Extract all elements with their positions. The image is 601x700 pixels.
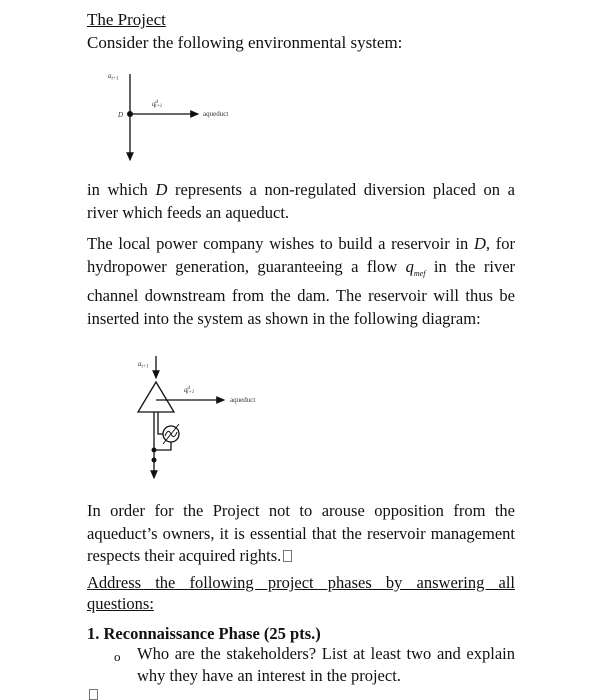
inflow-label: $a_{t+1}$ bbox=[108, 72, 119, 82]
inflow-label: $a_{t+1}$ bbox=[138, 360, 149, 370]
address-phases-instruction: Address the following project phases by answering all questions: bbox=[87, 573, 515, 613]
bullet-marker: o bbox=[114, 649, 121, 664]
var-q-mef: $q_{mef}$ bbox=[405, 256, 426, 278]
aqueduct-label: aqueduct bbox=[203, 110, 229, 118]
paragraph-reservoir: The local power company wishes to build a reservoir in D, for hydropower generation, guaranteeing a flow $q_{mef}$ in the river channel downstream from the dam. The reservoir will thus be inserted into the system as shown in the following diagram: bbox=[87, 234, 516, 328]
intro-sentence: Consider the following environmental system: bbox=[87, 33, 403, 52]
reservoir-diagram bbox=[130, 352, 280, 484]
missing-glyph-box bbox=[283, 550, 292, 562]
phase-1-heading: 1. Reconnaissance Phase (25 pts.) bbox=[87, 624, 321, 643]
junction-node-lower bbox=[152, 458, 157, 463]
var-d: D bbox=[155, 180, 168, 199]
diversion-flow-label: $q^d$ t+1 bbox=[184, 386, 195, 395]
paragraph-diversion: in which D represents a non-regulated diversion placed on a river which feeds an aqueduct. bbox=[87, 180, 515, 222]
reservoir-triangle bbox=[138, 382, 174, 412]
diversion-node bbox=[127, 111, 133, 117]
turbine-branch bbox=[158, 412, 163, 434]
junction-node bbox=[152, 448, 157, 453]
project-heading: The Project bbox=[87, 10, 166, 29]
missing-glyph-box bbox=[89, 689, 98, 700]
diversion-diagram bbox=[100, 64, 280, 168]
turbine-return bbox=[154, 442, 171, 450]
var-d: D bbox=[473, 234, 486, 253]
paragraph-rights: In order for the Project not to arouse opposition from the aqueduct’s owners, it is essential that the reservoir management respects their acquired rights. bbox=[87, 501, 515, 565]
aqueduct-label: aqueduct bbox=[230, 396, 256, 404]
question-stakeholders: Who are the stakeholders? List at least two and explain why they have an interest in the project. bbox=[137, 644, 515, 685]
node-d-label: D bbox=[118, 111, 124, 119]
diversion-flow-label: $q^d$ t+1 bbox=[152, 100, 163, 109]
